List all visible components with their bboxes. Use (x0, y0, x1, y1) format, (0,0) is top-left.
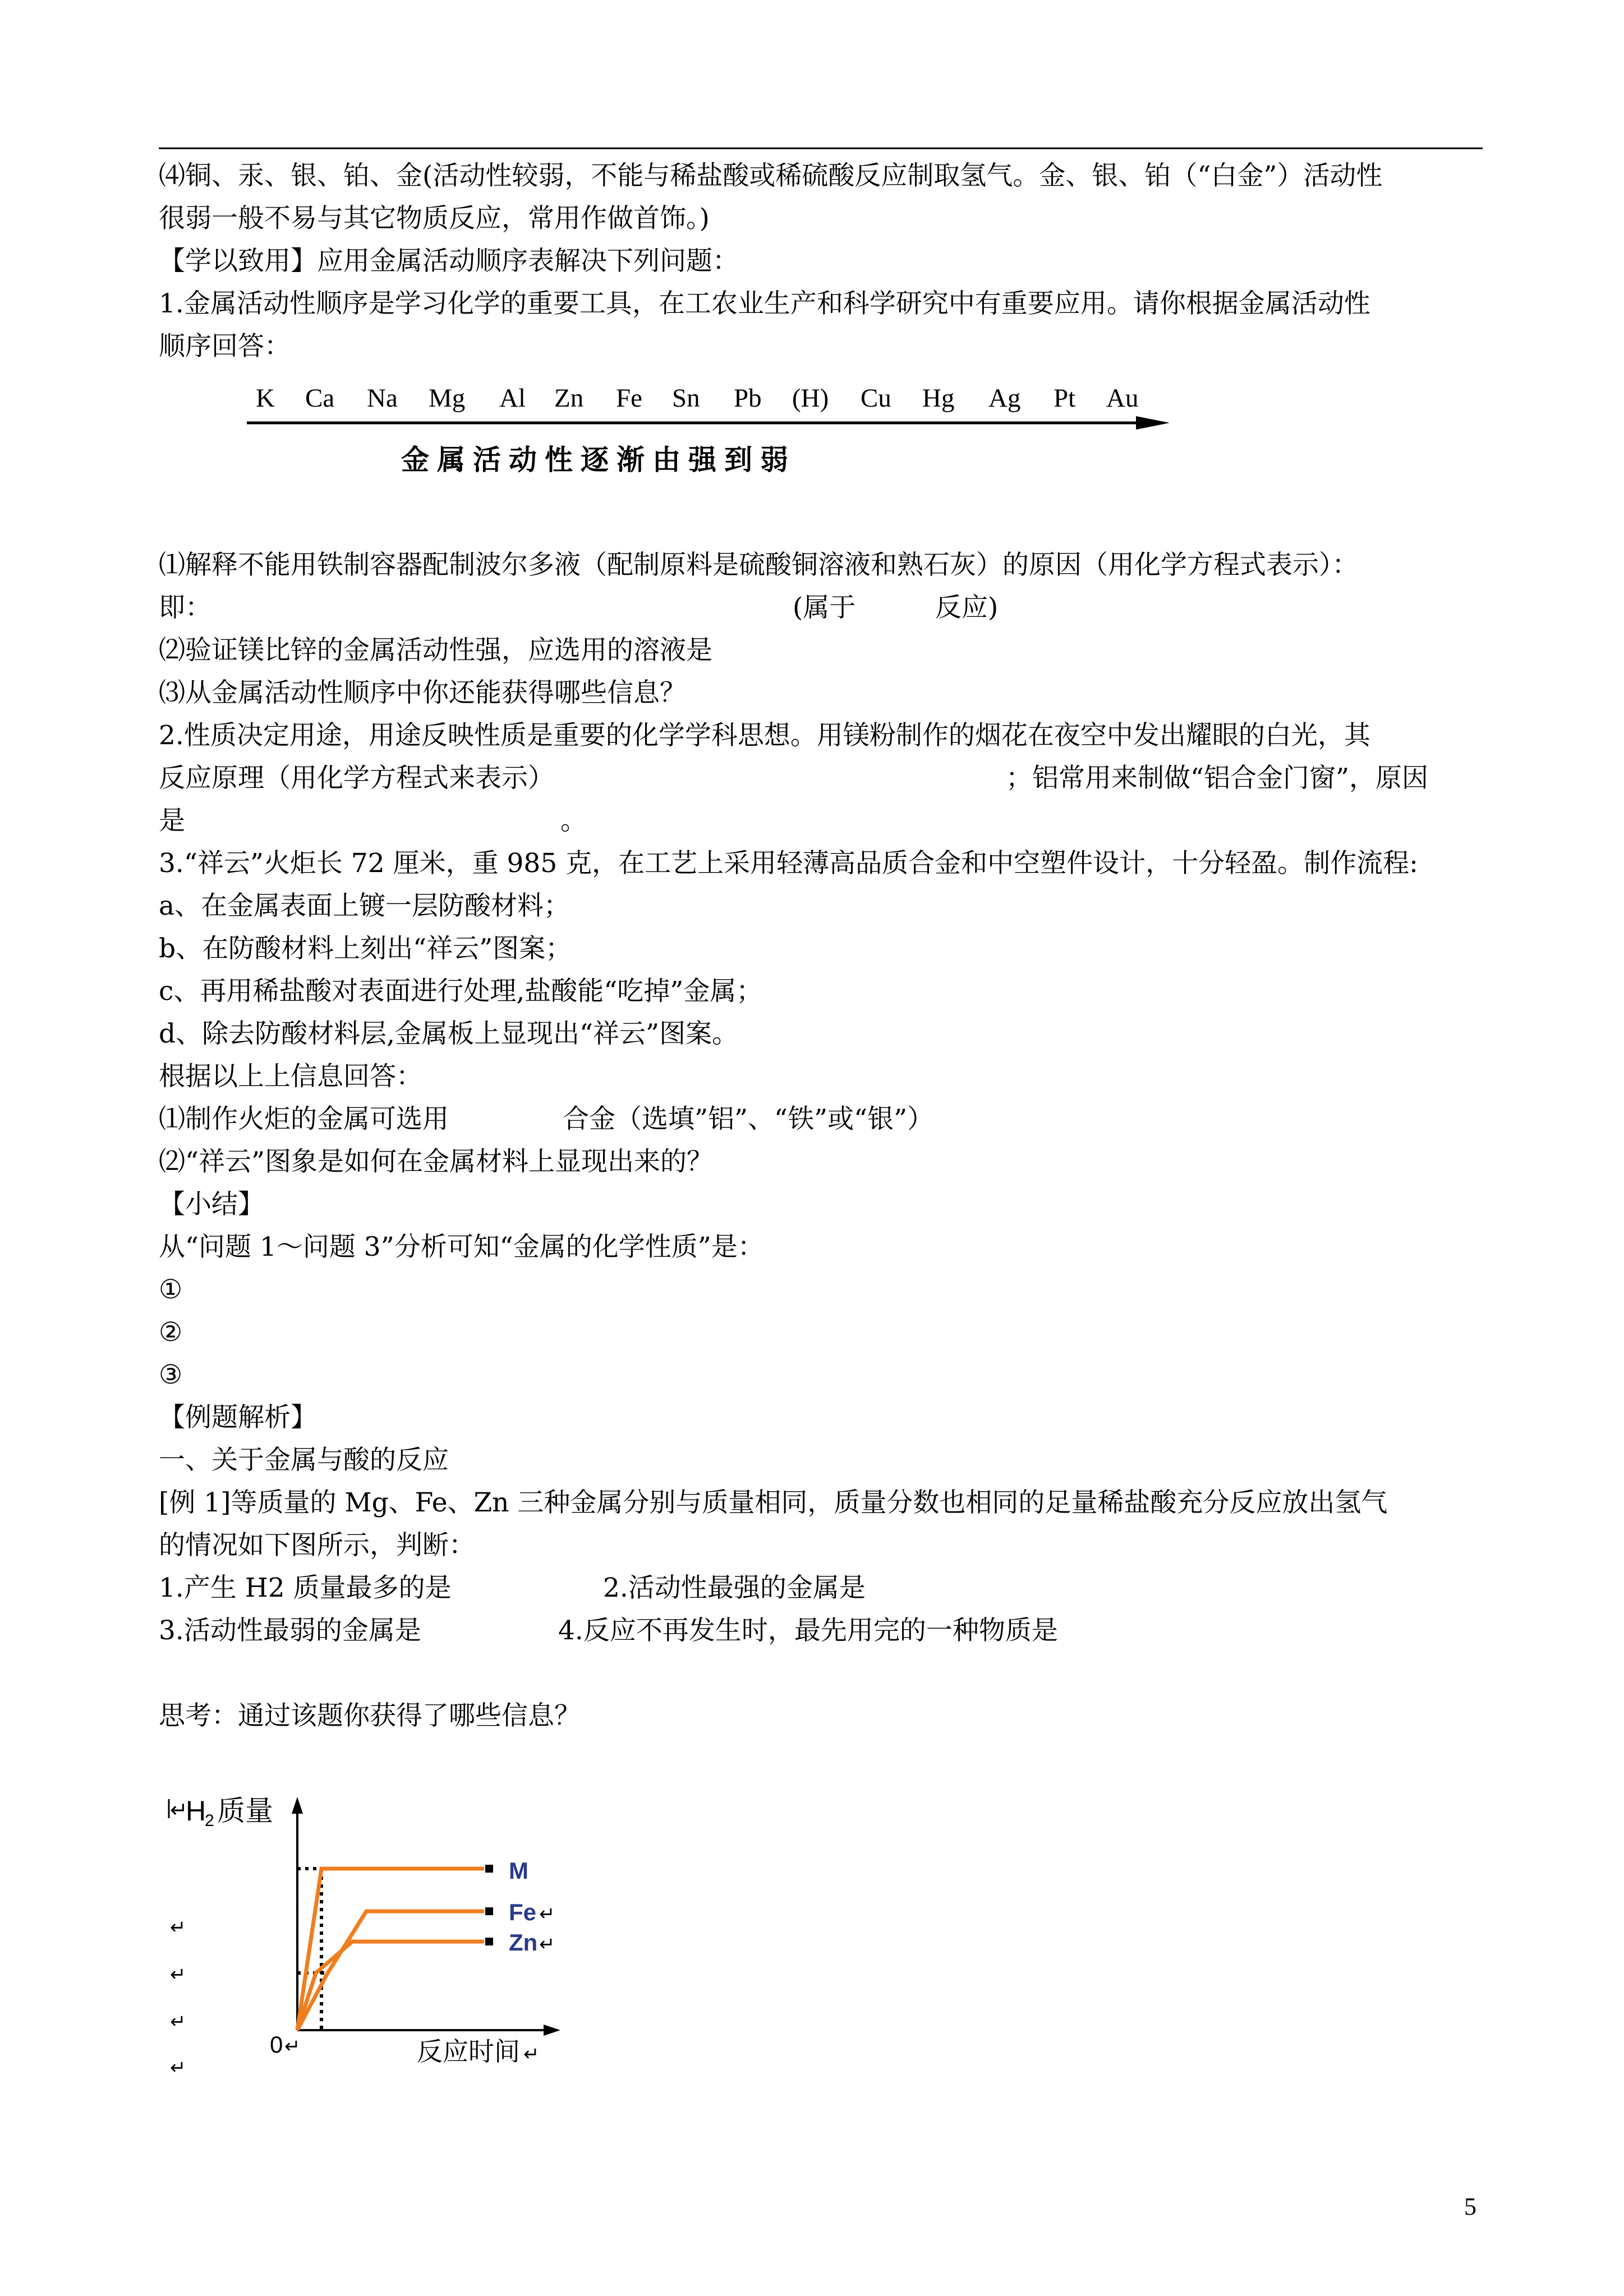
return-mark: ↵ (170, 1964, 186, 1985)
list-item: b、在防酸材料上刻出“祥云”图案； (159, 933, 572, 964)
metal-symbol: Na (367, 384, 398, 413)
return-mark: ↵ (523, 2044, 540, 2065)
section-heading: 【学以致用】应用金属活动顺序表解决下列问题： (159, 246, 739, 276)
text-line: 的情况如下图所示，判断： (159, 1530, 475, 1561)
text-line: 1.产生 H2 质量最多的是 2.活动性最强的金属是 (159, 1573, 866, 1603)
metal-symbol: Pt (1053, 384, 1076, 413)
return-mark: ↵ (170, 1917, 186, 1938)
x-axis-arrow (544, 2025, 560, 2036)
metal-symbol: Sn (672, 384, 700, 413)
metal-symbol: Ca (305, 384, 335, 413)
list-item: c、再用稀盐酸对表面进行处理,盐酸能“吃掉”金属； (159, 976, 763, 1007)
metal-symbol: Hg (922, 384, 955, 413)
text-line: 是 。 (159, 805, 587, 836)
text-line: 很弱一般不易与其它物质反应，常用作做首饰。) (159, 203, 710, 234)
metal-symbol: Au (1106, 384, 1139, 413)
return-mark: ↵ (170, 2011, 186, 2032)
text-line: 思考：通过该题你获得了哪些信息？ (159, 1700, 581, 1731)
y-axis-label-sub: 2 (205, 1811, 214, 1830)
section-heading: 【小结】 (159, 1189, 264, 1220)
metal-symbol: Cu (861, 384, 891, 413)
text-line: ⑴制作火炬的金属可选用 合金（选填”铝”、“铁”或“银”） (159, 1104, 934, 1135)
list-item: d、除去防酸材料层,金属板上显现出“祥云”图案。 (159, 1018, 739, 1049)
question-2: ⑵验证镁比锌的金属活动性强，应选用的溶液是 (159, 635, 712, 666)
page-number: 5 (1464, 2193, 1476, 2220)
metal-symbol: (H) (792, 384, 829, 413)
section-heading: 【例题解析】 (159, 1402, 317, 1433)
return-mark: ↵ (170, 1799, 188, 1822)
return-mark: ↵ (539, 1903, 555, 1925)
question-1: ⑴解释不能用铁制容器配制波尔多液（配制原料是硫酸铜溶液和熟石灰）的原因（用化学方程式表示）： (159, 550, 1359, 580)
text-line: 从“问题 1～问题 3”分析可知“金属的化学性质”是： (159, 1232, 764, 1262)
activity-arrow (247, 412, 1172, 434)
list-item: a、在金属表面上镀一层防酸材料； (159, 891, 571, 921)
y-axis-arrow (292, 1797, 303, 1814)
metal-symbol: Fe (616, 384, 642, 413)
metal-symbol: Pb (734, 384, 762, 413)
text-line: ⑵“祥云”图象是如何在金属材料上显现出来的？ (159, 1146, 714, 1177)
series-line-fe (297, 1911, 484, 2030)
list-item: ① (159, 1274, 183, 1305)
series-label-zn: Zn (509, 1929, 538, 1956)
question-3: ⑶从金属活动性顺序中你还能获得哪些信息？ (159, 677, 686, 708)
series-label-m: M (509, 1857, 528, 1884)
activity-caption: 金属活动性逐渐由强到弱 (401, 443, 796, 476)
series-label-fe: Fe (509, 1899, 537, 1925)
list-item: ② (159, 1317, 183, 1348)
origin-label: 0 (270, 2031, 283, 2058)
list-item: ③ (159, 1359, 183, 1390)
question-1-answer-line: 即： (属于 反应) (159, 592, 999, 623)
text-line: 反应原理（用化学方程式来表示） ；铝常用来制做“铝合金门窗”，原因 (159, 763, 1429, 794)
hydrogen-mass-figure (159, 1783, 585, 2081)
y-axis-label-rest: 质量 (217, 1795, 273, 1827)
metal-symbol: Ag (988, 384, 1021, 413)
text-line: 顺序回答： (159, 331, 291, 362)
text-line: 3.活动性最弱的金属是 4.反应不再发生时，最先用完的一种物质是 (159, 1615, 1058, 1646)
text-line: 1.金属活动性顺序是学习化学的重要工具，在工农业生产和科学研究中有重要应用。请你根据金属活动性 (159, 288, 1370, 319)
text-line: [例 1]等质量的 Mg、Fe、Zn 三种金属分别与质量相同，质量分数也相同的足量稀盐酸充分反应放出氢气 (159, 1487, 1388, 1518)
return-mark: ↵ (170, 2057, 186, 2078)
series-line-zn (297, 1942, 484, 2030)
hydrogen-mass-plot (159, 1783, 585, 2081)
return-mark: ↵ (539, 1934, 555, 1955)
return-mark: ↵ (284, 2036, 301, 2057)
text-line: 3.“祥云”火炬长 72 厘米，重 985 克，在工艺上采用轻薄高品质合金和中空塑件设计，十分轻盈。制作流程: (159, 848, 1419, 879)
activity-series (247, 377, 1172, 439)
text-line: 根据以上上信息回答： (159, 1061, 422, 1092)
text-line: ⑷铜、汞、银、铂、金(活动性较弱，不能与稀盐酸或稀硫酸反应制取氢气。金、银、铂（“白金”）活动性 (159, 160, 1383, 191)
header-rule (159, 147, 1483, 149)
metal-symbol: Zn (554, 384, 584, 413)
metal-symbol: K (256, 384, 275, 413)
metal-symbol: Mg (429, 384, 466, 413)
text-line: 一、关于金属与酸的反应 (159, 1445, 449, 1476)
text-line: 2.性质决定用途，用途反映性质是重要的化学学科思想。用镁粉制作的烟花在夜空中发出耀眼的白光，其 (159, 720, 1370, 751)
x-axis-label: 反应时间 (417, 2037, 520, 2066)
series-line-m (297, 1869, 484, 2030)
metal-symbol: Al (499, 384, 526, 413)
y-axis-label-h: H (186, 1795, 206, 1827)
